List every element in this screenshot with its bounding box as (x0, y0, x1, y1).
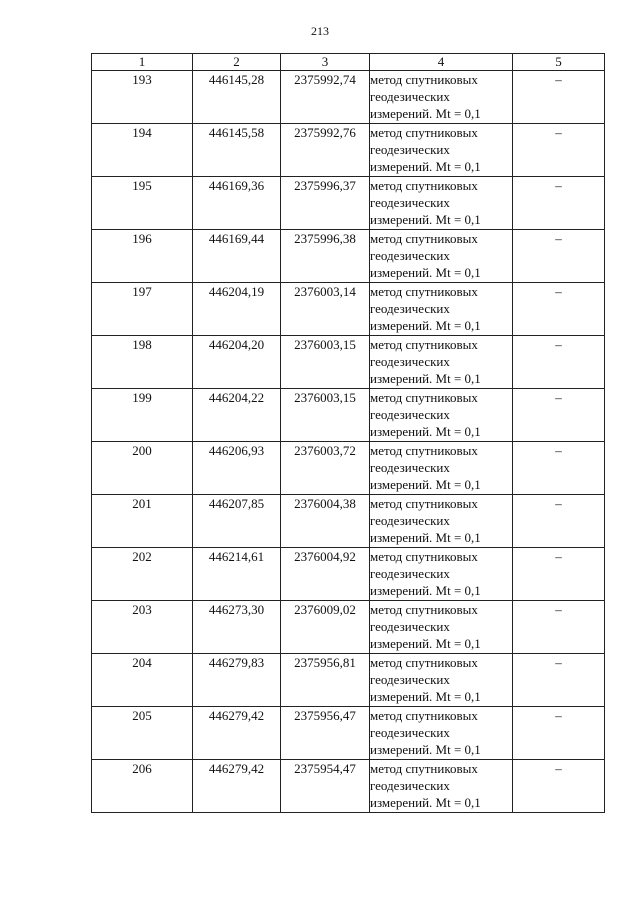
method-description (370, 177, 513, 230)
note-dash: – (513, 230, 605, 283)
note-dash: – (513, 71, 605, 124)
method-line: измерений. Mt = 0,1 (370, 265, 481, 280)
table-row (92, 601, 605, 654)
coordinate-x: 446204,20 (193, 336, 281, 389)
table-row (92, 707, 605, 760)
method-description (370, 442, 513, 495)
method-line: измерений. Mt = 0,1 (370, 106, 481, 121)
column-header-1: 1 (92, 54, 193, 71)
method-line: геодезических (370, 672, 450, 687)
table-row (92, 654, 605, 707)
method-description (370, 389, 513, 442)
point-number: 203 (92, 601, 193, 654)
table-row (92, 230, 605, 283)
method-description (370, 71, 513, 124)
method-line: геодезических (370, 248, 450, 263)
point-number: 199 (92, 389, 193, 442)
table-row (92, 760, 605, 813)
method-description (370, 283, 513, 336)
method-description (370, 548, 513, 601)
coordinate-y: 2376003,72 (281, 442, 370, 495)
method-line: измерений. Mt = 0,1 (370, 424, 481, 439)
table-row (92, 442, 605, 495)
method-line: метод спутниковых (370, 761, 478, 776)
point-number: 195 (92, 177, 193, 230)
coordinate-y: 2376003,15 (281, 336, 370, 389)
column-header-4: 4 (370, 54, 513, 71)
note-dash: – (513, 548, 605, 601)
note-dash: – (513, 442, 605, 495)
method-line: измерений. Mt = 0,1 (370, 742, 481, 757)
table-header-row (92, 54, 605, 71)
method-line: геодезических (370, 142, 450, 157)
coordinate-y: 2376003,15 (281, 389, 370, 442)
point-number: 197 (92, 283, 193, 336)
point-number: 200 (92, 442, 193, 495)
method-line: измерений. Mt = 0,1 (370, 795, 481, 810)
coordinate-y: 2376009,02 (281, 601, 370, 654)
method-line: геодезических (370, 195, 450, 210)
coordinate-x: 446279,83 (193, 654, 281, 707)
method-line: метод спутниковых (370, 708, 478, 723)
point-number: 196 (92, 230, 193, 283)
coordinate-x: 446204,19 (193, 283, 281, 336)
point-number: 204 (92, 654, 193, 707)
table-row (92, 495, 605, 548)
page-number: 213 (311, 24, 329, 38)
method-line: метод спутниковых (370, 337, 478, 352)
method-line: геодезических (370, 619, 450, 634)
note-dash: – (513, 124, 605, 177)
coordinate-x: 446145,58 (193, 124, 281, 177)
table-row (92, 336, 605, 389)
note-dash: – (513, 707, 605, 760)
coordinate-y: 2375992,76 (281, 124, 370, 177)
coordinate-y: 2375956,81 (281, 654, 370, 707)
coordinates-table (91, 53, 605, 813)
coordinate-y: 2375954,47 (281, 760, 370, 813)
coordinate-x: 446206,93 (193, 442, 281, 495)
coordinate-y: 2375992,74 (281, 71, 370, 124)
note-dash: – (513, 283, 605, 336)
method-line: метод спутниковых (370, 231, 478, 246)
coordinate-x: 446214,61 (193, 548, 281, 601)
method-description (370, 654, 513, 707)
method-line: измерений. Mt = 0,1 (370, 371, 481, 386)
point-number: 206 (92, 760, 193, 813)
coordinate-x: 446207,85 (193, 495, 281, 548)
method-line: измерений. Mt = 0,1 (370, 318, 481, 333)
table-row (92, 283, 605, 336)
note-dash: – (513, 336, 605, 389)
method-line: геодезических (370, 89, 450, 104)
method-line: геодезических (370, 460, 450, 475)
table-row (92, 389, 605, 442)
method-line: метод спутниковых (370, 178, 478, 193)
coordinate-y: 2375996,37 (281, 177, 370, 230)
table-row (92, 124, 605, 177)
column-header-3: 3 (281, 54, 370, 71)
coordinate-x: 446169,44 (193, 230, 281, 283)
method-line: метод спутниковых (370, 602, 478, 617)
coordinate-x: 446169,36 (193, 177, 281, 230)
method-line: метод спутниковых (370, 443, 478, 458)
coordinate-x: 446279,42 (193, 707, 281, 760)
point-number: 202 (92, 548, 193, 601)
coordinate-y: 2376004,38 (281, 495, 370, 548)
method-line: геодезических (370, 725, 450, 740)
method-description (370, 495, 513, 548)
note-dash: – (513, 495, 605, 548)
method-line: метод спутниковых (370, 549, 478, 564)
point-number: 193 (92, 71, 193, 124)
note-dash: – (513, 601, 605, 654)
method-description (370, 760, 513, 813)
method-description (370, 601, 513, 654)
coordinate-x: 446279,42 (193, 760, 281, 813)
method-line: геодезических (370, 354, 450, 369)
method-line: метод спутниковых (370, 125, 478, 140)
point-number: 205 (92, 707, 193, 760)
coordinate-y: 2376004,92 (281, 548, 370, 601)
method-line: метод спутниковых (370, 496, 478, 511)
method-line: измерений. Mt = 0,1 (370, 530, 481, 545)
method-line: геодезических (370, 566, 450, 581)
coordinate-y: 2375996,38 (281, 230, 370, 283)
method-description (370, 124, 513, 177)
coordinate-x: 446145,28 (193, 71, 281, 124)
method-line: геодезических (370, 778, 450, 793)
table-row (92, 177, 605, 230)
coordinate-x: 446273,30 (193, 601, 281, 654)
method-line: измерений. Mt = 0,1 (370, 212, 481, 227)
point-number: 198 (92, 336, 193, 389)
note-dash: – (513, 389, 605, 442)
table-row (92, 548, 605, 601)
table-row (92, 71, 605, 124)
point-number: 194 (92, 124, 193, 177)
method-description (370, 336, 513, 389)
method-line: измерений. Mt = 0,1 (370, 159, 481, 174)
method-line: измерений. Mt = 0,1 (370, 583, 481, 598)
method-line: измерений. Mt = 0,1 (370, 636, 481, 651)
method-line: геодезических (370, 301, 450, 316)
coordinate-y: 2376003,14 (281, 283, 370, 336)
column-header-5: 5 (513, 54, 605, 71)
coordinate-y: 2375956,47 (281, 707, 370, 760)
method-line: геодезических (370, 407, 450, 422)
method-line: метод спутниковых (370, 284, 478, 299)
note-dash: – (513, 654, 605, 707)
coordinate-x: 446204,22 (193, 389, 281, 442)
table-body (92, 71, 605, 813)
note-dash: – (513, 177, 605, 230)
method-description (370, 707, 513, 760)
method-line: метод спутниковых (370, 655, 478, 670)
method-line: геодезических (370, 513, 450, 528)
method-line: метод спутниковых (370, 390, 478, 405)
method-line: измерений. Mt = 0,1 (370, 689, 481, 704)
method-line: измерений. Mt = 0,1 (370, 477, 481, 492)
method-description (370, 230, 513, 283)
column-header-2: 2 (193, 54, 281, 71)
method-line: метод спутниковых (370, 72, 478, 87)
note-dash: – (513, 760, 605, 813)
point-number: 201 (92, 495, 193, 548)
